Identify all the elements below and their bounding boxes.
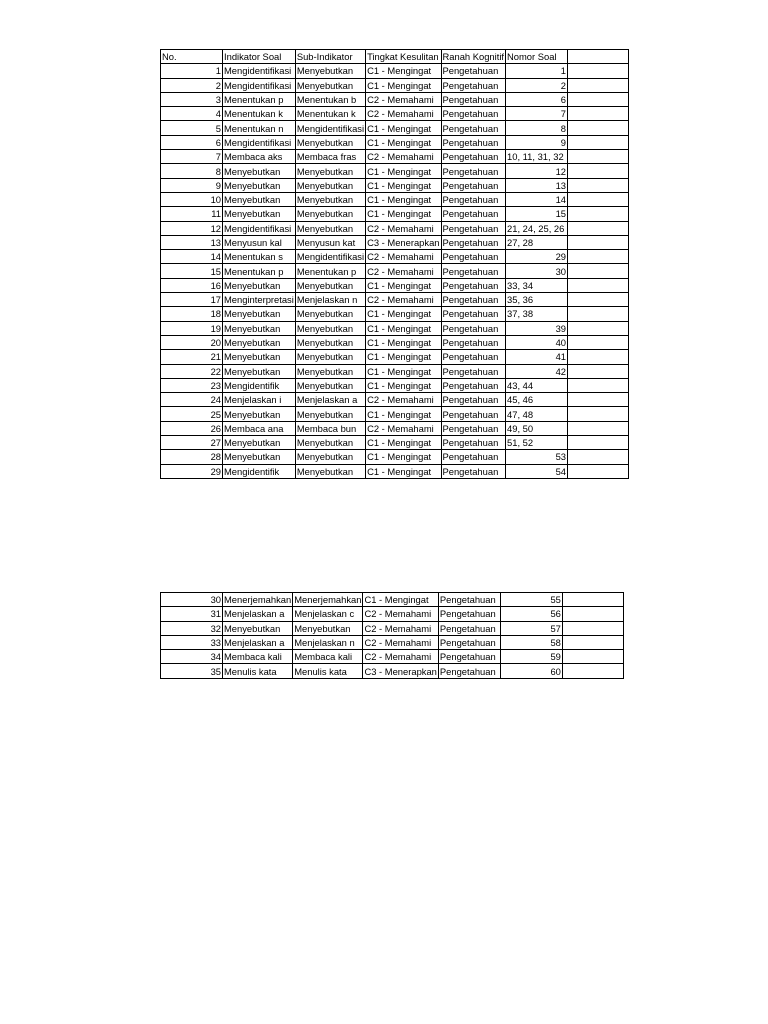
cell-no: 33 (161, 635, 223, 649)
cell-tingkat: C2 - Memahami (366, 107, 441, 121)
cell-tingkat: C2 - Memahami (366, 221, 441, 235)
cell-ranah: Pengetahuan (441, 164, 506, 178)
cell-ranah: Pengetahuan (441, 121, 506, 135)
cell-sub-indikator: Menyebutkan (295, 207, 365, 221)
cell-tingkat: C1 - Mengingat (366, 335, 441, 349)
cell-nomor-soal: 53 (506, 450, 568, 464)
cell-indikator: Menyebutkan (223, 436, 296, 450)
cell-sub-indikator: Menentukan k (295, 107, 365, 121)
cell-ranah: Pengetahuan (441, 178, 506, 192)
cell-no: 6 (161, 135, 223, 149)
table-row (161, 92, 629, 106)
cell-no: 27 (161, 436, 223, 450)
table-row (161, 78, 629, 92)
cell-tingkat: C1 - Mengingat (366, 207, 441, 221)
table-row (161, 164, 629, 178)
table-row (161, 135, 629, 149)
table-row (161, 407, 629, 421)
table-row (161, 293, 629, 307)
cell-no: 4 (161, 107, 223, 121)
cell-indikator: Menyebutkan (223, 335, 296, 349)
cell-tingkat: C1 - Mengingat (366, 407, 441, 421)
cell-indikator: Mengidentifikasi (223, 135, 296, 149)
table-row (161, 178, 629, 192)
cell-indikator: Mengidentifikasi (223, 64, 296, 78)
cell-nomor-soal: 45, 46 (506, 393, 568, 407)
cell-tingkat: C3 - Menerapkan (367, 237, 440, 248)
cell-ranah: Pengetahuan (441, 150, 506, 164)
cell-sub-indikator: Menyebutkan (295, 364, 365, 378)
header-cell-nomor-soal: Nomor Soal (506, 50, 568, 64)
cell-sub-indikator: Menyebutkan (295, 407, 365, 421)
cell-no: 2 (161, 78, 223, 92)
cell-indikator: Menjelaskan i (223, 393, 296, 407)
cell-indikator: Menentukan p (223, 92, 296, 106)
cell-sub-indikator: Menyusun kat (295, 235, 365, 249)
cell-empty (568, 221, 629, 235)
table-row (161, 150, 629, 164)
cell-sub-indikator: Menjelaskan n (295, 293, 365, 307)
table-row (161, 221, 629, 235)
cell-ranah: Pengetahuan (441, 464, 506, 478)
cell-no: 23 (161, 378, 223, 392)
cell-empty (568, 207, 629, 221)
cell-nomor-soal: 59 (500, 650, 562, 664)
cell-indikator: Mengidentifik (223, 464, 296, 478)
cell-indikator: Mengidentifikasi (223, 221, 296, 235)
cell-tingkat: C1 - Mengingat (366, 178, 441, 192)
cell-no: 30 (161, 593, 223, 607)
cell-nomor-soal: 43, 44 (506, 378, 568, 392)
cell-no: 12 (161, 221, 223, 235)
cell-ranah: Pengetahuan (438, 593, 500, 607)
cell-no: 22 (161, 364, 223, 378)
table-row (161, 335, 629, 349)
cell-empty (568, 150, 629, 164)
cell-nomor-soal: 42 (506, 364, 568, 378)
header-cell-ranah: Ranah Kognitif (442, 51, 505, 63)
header-cell-empty (568, 50, 629, 64)
cell-ranah: Pengetahuan (438, 621, 500, 635)
table-row (161, 650, 624, 664)
cell-nomor-soal: 41 (506, 350, 568, 364)
cell-empty (562, 635, 623, 649)
cell-indikator: Menyebutkan (223, 364, 296, 378)
cell-sub-indikator: Menentukan b (295, 92, 365, 106)
cell-tingkat: C2 - Memahami (363, 621, 438, 635)
cell-indikator: Menyebutkan (223, 407, 296, 421)
cell-no: 26 (161, 421, 223, 435)
cell-no: 17 (161, 293, 223, 307)
cell-nomor-soal: 35, 36 (506, 293, 568, 307)
cell-sub-indikator: Menulis kata (293, 664, 363, 678)
cell-indikator: Mengidentifikasi (223, 78, 296, 92)
cell-indikator: Menulis kata (223, 664, 293, 678)
cell-ranah: Pengetahuan (441, 378, 506, 392)
cell-no: 31 (161, 607, 223, 621)
table-row (161, 593, 624, 607)
cell-tingkat: C1 - Mengingat (366, 278, 441, 292)
cell-empty (568, 264, 629, 278)
cell-empty (568, 350, 629, 364)
cell-nomor-soal: 8 (506, 121, 568, 135)
cell-tingkat: C1 - Mengingat (366, 436, 441, 450)
cell-nomor-soal: 14 (506, 192, 568, 206)
cell-no: 24 (161, 393, 223, 407)
cell-no: 8 (161, 164, 223, 178)
cell-sub-indikator: Menyebutkan (295, 178, 365, 192)
cell-nomor-soal: 9 (506, 135, 568, 149)
table-row (161, 307, 629, 321)
cell-nomor-soal: 12 (506, 164, 568, 178)
cell-indikator: Menerjemahkan (224, 594, 292, 606)
cell-indikator: Menyebutkan (223, 207, 296, 221)
cell-empty (568, 335, 629, 349)
cell-indikator: Membaca aks (223, 150, 296, 164)
table-row (161, 278, 629, 292)
cell-tingkat: C1 - Mengingat (366, 121, 441, 135)
cell-empty (568, 278, 629, 292)
cell-no: 18 (161, 307, 223, 321)
cell-sub-indikator: Menyebutkan (295, 221, 365, 235)
cell-ranah: Pengetahuan (441, 64, 506, 78)
cell-ranah: Pengetahuan (441, 278, 506, 292)
cell-nomor-soal: 27, 28 (506, 235, 568, 249)
table-row (161, 192, 629, 206)
cell-sub-indikator: Menentukan p (295, 264, 365, 278)
cell-nomor-soal: 37, 38 (506, 307, 568, 321)
cell-tingkat: C1 - Mengingat (366, 78, 441, 92)
cell-indikator: Menyebutkan (223, 621, 293, 635)
cell-ranah: Pengetahuan (441, 307, 506, 321)
cell-sub-indikator: Menyebutkan (295, 307, 365, 321)
cell-ranah: Pengetahuan (441, 250, 506, 264)
cell-no: 15 (161, 264, 223, 278)
table-row (161, 607, 624, 621)
cell-no: 20 (161, 335, 223, 349)
cell-indikator: Menyebutkan (223, 321, 296, 335)
cell-empty (568, 250, 629, 264)
cell-nomor-soal: 58 (500, 635, 562, 649)
cell-tingkat: C2 - Memahami (363, 635, 438, 649)
cell-indikator: Menyebutkan (223, 307, 296, 321)
cell-no: 35 (161, 664, 223, 678)
cell-empty (568, 164, 629, 178)
cell-empty (568, 64, 629, 78)
cell-empty (568, 121, 629, 135)
cell-empty (568, 407, 629, 421)
cell-ranah: Pengetahuan (438, 607, 500, 621)
cell-indikator: Membaca ana (223, 421, 296, 435)
cell-nomor-soal: 51, 52 (506, 436, 568, 450)
cell-nomor-soal: 13 (506, 178, 568, 192)
cell-nomor-soal: 1 (506, 64, 568, 78)
cell-nomor-soal: 49, 50 (506, 421, 568, 435)
cell-empty (562, 650, 623, 664)
cell-tingkat: C1 - Mengingat (366, 321, 441, 335)
cell-sub-indikator: Menyebutkan (295, 135, 365, 149)
cell-nomor-soal: 7 (506, 107, 568, 121)
cell-ranah: Pengetahuan (441, 207, 506, 221)
cell-no: 28 (161, 450, 223, 464)
cell-ranah: Pengetahuan (441, 450, 506, 464)
cell-indikator: Menentukan s (223, 250, 296, 264)
indicator-table-continued-body (161, 593, 624, 679)
indicator-table (160, 49, 629, 479)
cell-sub-indikator: Menyebutkan (295, 192, 365, 206)
cell-sub-indikator: Menyebutkan (295, 450, 365, 464)
cell-nomor-soal: 10, 11, 31, 32 (506, 150, 568, 164)
table-row (161, 464, 629, 478)
cell-ranah: Pengetahuan (438, 664, 500, 678)
cell-tingkat: C1 - Mengingat (366, 307, 441, 321)
cell-sub-indikator: Menyebutkan (295, 335, 365, 349)
cell-indikator: Menyebutkan (223, 178, 296, 192)
cell-no: 21 (161, 350, 223, 364)
cell-no: 29 (161, 464, 223, 478)
cell-ranah: Pengetahuan (441, 92, 506, 106)
table-row (161, 207, 629, 221)
cell-tingkat: C2 - Memahami (363, 607, 438, 621)
cell-empty (568, 436, 629, 450)
cell-indikator: Mengidentifik (223, 378, 296, 392)
cell-empty (568, 178, 629, 192)
cell-nomor-soal: 39 (506, 321, 568, 335)
cell-nomor-soal: 60 (500, 664, 562, 678)
header-cell-tingkat: Tingkat Kesulitan (366, 50, 441, 64)
cell-no: 16 (161, 278, 223, 292)
cell-tingkat: C2 - Memahami (366, 250, 441, 264)
cell-ranah: Pengetahuan (441, 335, 506, 349)
cell-empty (568, 464, 629, 478)
cell-sub-indikator: Membaca fras (295, 150, 365, 164)
cell-empty (568, 192, 629, 206)
cell-no: 19 (161, 321, 223, 335)
cell-ranah: Pengetahuan (441, 350, 506, 364)
cell-nomor-soal: 6 (506, 92, 568, 106)
cell-tingkat: C2 - Memahami (366, 393, 441, 407)
cell-tingkat: C2 - Memahami (366, 293, 441, 307)
cell-nomor-soal: 15 (506, 207, 568, 221)
cell-empty (562, 593, 623, 607)
cell-no: 34 (161, 650, 223, 664)
cell-tingkat: C1 - Mengingat (366, 364, 441, 378)
cell-empty (568, 421, 629, 435)
cell-indikator: Membaca kali (223, 650, 293, 664)
cell-empty (562, 664, 623, 678)
indicator-table-continued (160, 592, 624, 679)
cell-tingkat: C2 - Memahami (363, 650, 438, 664)
cell-sub-indikator: Menyebutkan (295, 321, 365, 335)
cell-empty (568, 235, 629, 249)
cell-sub-indikator: Menyebutkan (295, 378, 365, 392)
cell-sub-indikator: Menyebutkan (295, 64, 365, 78)
cell-empty (568, 135, 629, 149)
header-cell-no: No. (161, 50, 223, 64)
cell-indikator: Menyebutkan (223, 192, 296, 206)
table-row (161, 378, 629, 392)
cell-empty (568, 364, 629, 378)
cell-sub-indikator: Menerjemahkan (294, 594, 362, 606)
cell-sub-indikator: Menjelaskan a (295, 393, 365, 407)
cell-tingkat: C1 - Mengingat (366, 378, 441, 392)
cell-nomor-soal: 2 (506, 78, 568, 92)
table-row (161, 393, 629, 407)
table-row (161, 64, 629, 78)
cell-empty (568, 321, 629, 335)
cell-indikator: Menjelaskan a (223, 607, 293, 621)
cell-sub-indikator: Membaca bun (295, 421, 365, 435)
cell-indikator: Menyebutkan (223, 164, 296, 178)
cell-ranah: Pengetahuan (441, 293, 506, 307)
cell-tingkat: C1 - Mengingat (366, 192, 441, 206)
table-row (161, 250, 629, 264)
cell-sub-indikator: Menyebutkan (293, 621, 363, 635)
cell-indikator: Menginterpretasi (224, 294, 294, 306)
cell-empty (568, 107, 629, 121)
cell-no: 7 (161, 150, 223, 164)
table-row (161, 350, 629, 364)
cell-sub-indikator: Menyebutkan (295, 464, 365, 478)
cell-ranah: Pengetahuan (438, 650, 500, 664)
header-cell-sub-indikator: Sub-Indikator (295, 50, 365, 64)
table-row (161, 436, 629, 450)
cell-tingkat: C1 - Mengingat (366, 450, 441, 464)
cell-nomor-soal: 55 (500, 593, 562, 607)
cell-tingkat: C1 - Mengingat (366, 350, 441, 364)
cell-ranah: Pengetahuan (441, 264, 506, 278)
table-row (161, 264, 629, 278)
table-row (161, 364, 629, 378)
cell-indikator: Menyusun kal (223, 235, 296, 249)
cell-ranah: Pengetahuan (438, 635, 500, 649)
cell-tingkat: C3 - Menerapkan (364, 665, 437, 677)
cell-indikator: Menyebutkan (223, 278, 296, 292)
indicator-table-body (161, 50, 629, 479)
cell-no: 13 (161, 235, 223, 249)
table-row (161, 321, 629, 335)
cell-no: 11 (161, 207, 223, 221)
cell-sub-indikator: Menjelaskan c (293, 607, 363, 621)
cell-sub-indikator: Membaca kali (293, 650, 363, 664)
cell-ranah: Pengetahuan (441, 107, 506, 121)
cell-ranah: Pengetahuan (441, 235, 506, 249)
cell-no: 14 (161, 250, 223, 264)
cell-empty (562, 607, 623, 621)
cell-nomor-soal: 54 (506, 464, 568, 478)
cell-indikator: Menjelaskan a (223, 635, 293, 649)
cell-ranah: Pengetahuan (441, 321, 506, 335)
table-row (161, 664, 624, 678)
cell-indikator: Menyebutkan (223, 450, 296, 464)
cell-no: 9 (161, 178, 223, 192)
table-row (161, 450, 629, 464)
cell-sub-indikator: Menyebutkan (295, 164, 365, 178)
cell-ranah: Pengetahuan (441, 436, 506, 450)
cell-sub-indikator: Menyebutkan (295, 436, 365, 450)
cell-empty (562, 621, 623, 635)
cell-empty (568, 450, 629, 464)
cell-empty (568, 92, 629, 106)
cell-ranah: Pengetahuan (441, 135, 506, 149)
cell-empty (568, 393, 629, 407)
cell-nomor-soal: 33, 34 (506, 278, 568, 292)
cell-tingkat: C1 - Mengingat (363, 593, 438, 607)
table-row (161, 107, 629, 121)
cell-no: 10 (161, 192, 223, 206)
cell-ranah: Pengetahuan (441, 192, 506, 206)
cell-tingkat: C2 - Memahami (366, 150, 441, 164)
cell-ranah: Pengetahuan (441, 78, 506, 92)
cell-empty (568, 78, 629, 92)
cell-sub-indikator: Menyebutkan (295, 278, 365, 292)
cell-tingkat: C2 - Memahami (366, 92, 441, 106)
cell-sub-indikator: Menyebutkan (295, 78, 365, 92)
table-row (161, 421, 629, 435)
cell-nomor-soal: 21, 24, 25, 26 (506, 221, 568, 235)
cell-no: 5 (161, 121, 223, 135)
cell-nomor-soal: 40 (506, 335, 568, 349)
cell-nomor-soal: 56 (500, 607, 562, 621)
cell-ranah: Pengetahuan (441, 393, 506, 407)
table-row (161, 121, 629, 135)
cell-empty (568, 378, 629, 392)
cell-ranah: Pengetahuan (441, 421, 506, 435)
cell-sub-indikator: Mengidentifikasi (296, 122, 365, 134)
cell-ranah: Pengetahuan (441, 407, 506, 421)
cell-no: 3 (161, 92, 223, 106)
cell-tingkat: C1 - Mengingat (366, 164, 441, 178)
cell-empty (568, 307, 629, 321)
header-cell-indikator: Indikator Soal (223, 50, 296, 64)
cell-indikator: Menyebutkan (223, 350, 296, 364)
cell-nomor-soal: 47, 48 (506, 407, 568, 421)
cell-tingkat: C1 - Mengingat (366, 464, 441, 478)
table-row (161, 235, 629, 249)
cell-nomor-soal: 57 (500, 621, 562, 635)
cell-nomor-soal: 29 (506, 250, 568, 264)
cell-no: 25 (161, 407, 223, 421)
cell-no: 32 (161, 621, 223, 635)
cell-sub-indikator: Mengidentifikasi (296, 251, 365, 263)
cell-ranah: Pengetahuan (441, 221, 506, 235)
cell-tingkat: C2 - Memahami (366, 264, 441, 278)
cell-tingkat: C1 - Mengingat (366, 135, 441, 149)
cell-indikator: Menentukan k (223, 107, 296, 121)
cell-no: 1 (161, 64, 223, 78)
cell-ranah: Pengetahuan (441, 364, 506, 378)
cell-indikator: Menentukan n (223, 121, 296, 135)
cell-sub-indikator: Menyebutkan (295, 350, 365, 364)
cell-indikator: Menentukan p (223, 264, 296, 278)
table-row (161, 635, 624, 649)
header-row (161, 50, 629, 64)
cell-tingkat: C1 - Mengingat (366, 64, 441, 78)
cell-sub-indikator: Menjelaskan n (293, 635, 363, 649)
cell-nomor-soal: 30 (506, 264, 568, 278)
cell-empty (568, 293, 629, 307)
table-row (161, 621, 624, 635)
cell-tingkat: C2 - Memahami (366, 421, 441, 435)
